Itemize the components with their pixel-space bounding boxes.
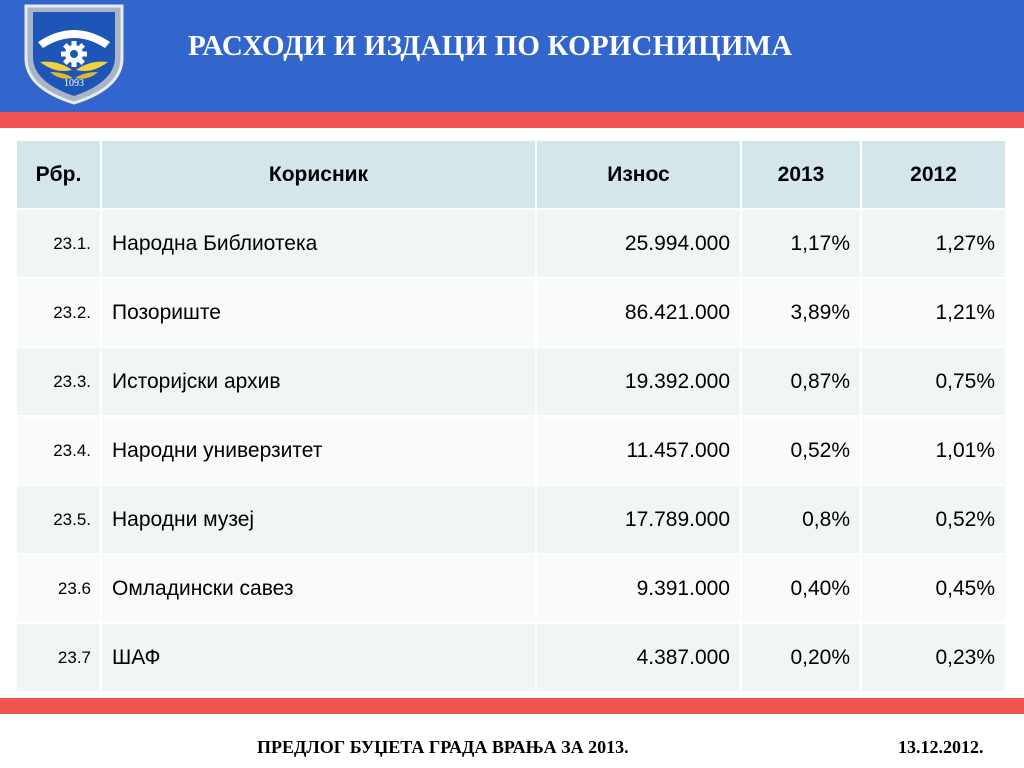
share-2013: 0,52% bbox=[742, 415, 862, 484]
row-number: 23.2. bbox=[17, 277, 102, 346]
amount: 19.392.000 bbox=[537, 346, 742, 415]
footer-caption: ПРЕДЛОГ БУЏЕТА ГРАДА ВРАЊА ЗА 2013. bbox=[257, 737, 629, 757]
amount: 86.421.000 bbox=[537, 277, 742, 346]
user-name: Народна Библиотека bbox=[102, 208, 537, 277]
city-coat-of-arms-icon bbox=[20, 2, 128, 106]
table-header-row bbox=[17, 141, 1007, 208]
table-row bbox=[17, 553, 1007, 622]
share-2013: 0,87% bbox=[742, 346, 862, 415]
row-number: 23.3. bbox=[17, 346, 102, 415]
column-header-2013: 2013 bbox=[742, 141, 862, 208]
footer-date: 13.12.2012. bbox=[898, 737, 984, 757]
table-row bbox=[17, 622, 1007, 691]
user-name: Народни универзитет bbox=[102, 415, 537, 484]
amount: 11.457.000 bbox=[537, 415, 742, 484]
table-row bbox=[17, 346, 1007, 415]
column-header-user: Корисник bbox=[102, 141, 537, 208]
amount: 4.387.000 bbox=[537, 622, 742, 691]
share-2012: 1,21% bbox=[862, 277, 1007, 346]
amount: 25.994.000 bbox=[537, 208, 742, 277]
budget-table bbox=[17, 141, 1007, 691]
column-header-2012: 2012 bbox=[862, 141, 1007, 208]
footer-stripe bbox=[0, 698, 1024, 714]
header-stripe bbox=[0, 112, 1024, 128]
share-2012: 1,27% bbox=[862, 208, 1007, 277]
share-2012: 0,75% bbox=[862, 346, 1007, 415]
column-header-rbr: Рбр. bbox=[17, 141, 102, 208]
share-2013: 0,40% bbox=[742, 553, 862, 622]
table-row bbox=[17, 484, 1007, 553]
user-name: Позориште bbox=[102, 277, 537, 346]
share-2013: 1,17% bbox=[742, 208, 862, 277]
header-bar bbox=[0, 0, 1024, 112]
user-name: Омладински савез bbox=[102, 553, 537, 622]
row-number: 23.1. bbox=[17, 208, 102, 277]
row-number: 23.6 bbox=[17, 553, 102, 622]
user-name: Историјски архив bbox=[102, 346, 537, 415]
page-title: РАСХОДИ И ИЗДАЦИ ПО КОРИСНИЦИМА bbox=[188, 30, 793, 62]
amount: 9.391.000 bbox=[537, 553, 742, 622]
row-number: 23.7 bbox=[17, 622, 102, 691]
emblem-year: 1093 bbox=[64, 78, 84, 89]
table-row bbox=[17, 277, 1007, 346]
share-2012: 0,45% bbox=[862, 553, 1007, 622]
share-2013: 0,20% bbox=[742, 622, 862, 691]
table-row bbox=[17, 415, 1007, 484]
user-name: Народни музеј bbox=[102, 484, 537, 553]
row-number: 23.4. bbox=[17, 415, 102, 484]
share-2012: 0,52% bbox=[862, 484, 1007, 553]
share-2013: 0,8% bbox=[742, 484, 862, 553]
share-2012: 1,01% bbox=[862, 415, 1007, 484]
user-name: ШАФ bbox=[102, 622, 537, 691]
column-header-amount: Износ bbox=[537, 141, 742, 208]
share-2012: 0,23% bbox=[862, 622, 1007, 691]
amount: 17.789.000 bbox=[537, 484, 742, 553]
row-number: 23.5. bbox=[17, 484, 102, 553]
share-2013: 3,89% bbox=[742, 277, 862, 346]
table-row bbox=[17, 208, 1007, 277]
